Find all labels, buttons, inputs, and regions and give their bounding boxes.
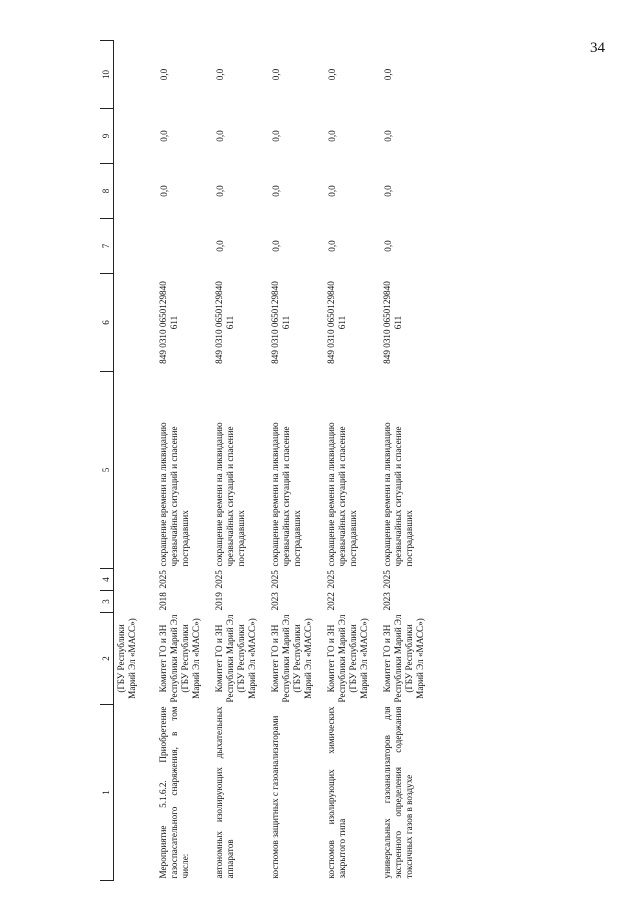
start-year-cell: 2019 bbox=[214, 592, 224, 611]
table-row bbox=[268, 41, 324, 881]
budget-code-cell: 849 0310 0650129840 611 bbox=[326, 281, 347, 364]
value-cell-7: 0,0 bbox=[327, 240, 337, 252]
result-cell: сокращение времени на ликвидацию чрезвычайных ситуаций и спасение пострадавших bbox=[270, 422, 302, 567]
value-cell-10: 0,0 bbox=[215, 68, 225, 81]
value-cell-7: 0,0 bbox=[383, 240, 393, 252]
value-cell-10: 0,0 bbox=[327, 68, 337, 81]
col-header: 8 bbox=[100, 164, 114, 219]
executor-cell: Комитет ГО и ЗН Республики Марий Эл (ГБУ Республики Марий Эл «МАСС») bbox=[158, 614, 201, 703]
table-row bbox=[380, 41, 436, 881]
executor-cell: Комитет ГО и ЗН Республики Марий Эл (ГБУ Республики Марий Эл «МАСС») bbox=[270, 614, 313, 703]
table-row bbox=[324, 41, 380, 881]
executor-cell: Комитет ГО и ЗН Республики Марий Эл (ГБУ Республики Марий Эл «МАСС») bbox=[214, 614, 257, 703]
budget-code-cell: 849 0310 0650129840 611 bbox=[158, 281, 179, 364]
continuation-row bbox=[114, 41, 157, 881]
col-header: 2 bbox=[100, 613, 114, 705]
col-header: 3 bbox=[100, 591, 114, 613]
executor-cell: Комитет ГО и ЗН Республики Марий Эл (ГБУ Республики Марий Эл «МАСС») bbox=[382, 614, 425, 703]
page-number: 34 bbox=[590, 40, 605, 56]
value-cell-9: 0,0 bbox=[383, 130, 393, 142]
start-year-cell: 2018 bbox=[158, 592, 168, 611]
value-cell-10: 0,0 bbox=[383, 68, 393, 81]
measure-name-cell: автономных изолирующих дыхательных аппаратов bbox=[214, 706, 235, 879]
table-row bbox=[156, 41, 212, 881]
col-header: 6 bbox=[100, 274, 114, 372]
value-cell-9: 0,0 bbox=[327, 130, 337, 142]
value-cell-8: 0,0 bbox=[159, 185, 169, 197]
table-cell bbox=[114, 705, 157, 881]
value-cell-10: 0,0 bbox=[159, 68, 169, 81]
value-cell-7: 0,0 bbox=[215, 240, 225, 252]
rotated-table-container bbox=[100, 41, 615, 881]
col-header: 5 bbox=[100, 372, 114, 569]
measure-name-cell: Мероприятие 5.1.6.2. Приобретение газоспасательного снаряжения, в том числе: bbox=[158, 706, 190, 879]
result-cell: сокращение времени на ликвидацию чрезвычайных ситуаций и спасение пострадавших bbox=[382, 422, 414, 567]
col-header: 9 bbox=[100, 109, 114, 164]
value-cell-8: 0,0 bbox=[383, 185, 393, 197]
end-year-cell: 2025 bbox=[214, 570, 224, 589]
executor-cell: (ГБУ Республики Марий Эл «МАСС») bbox=[116, 618, 137, 699]
measure-name-cell: костюмов защитных с газоанализаторами bbox=[270, 715, 280, 879]
end-year-cell: 2025 bbox=[326, 570, 336, 589]
end-year-cell: 2025 bbox=[158, 570, 168, 589]
value-cell-9: 0,0 bbox=[271, 130, 281, 142]
col-header: 4 bbox=[100, 569, 114, 591]
start-year-cell: 2023 bbox=[382, 592, 392, 611]
col-header: 7 bbox=[100, 219, 114, 274]
header-row bbox=[100, 41, 114, 881]
measure-name-cell: костюмов изолирующих химических закрытого типа bbox=[326, 706, 347, 879]
executor-cell: Комитет ГО и ЗН Республики Марий Эл (ГБУ Республики Марий Эл «МАСС») bbox=[326, 614, 369, 703]
start-year-cell: 2022 bbox=[326, 592, 336, 611]
budget-code-cell: 849 0310 0650129840 611 bbox=[270, 281, 291, 364]
value-cell-10: 0,0 bbox=[271, 68, 281, 81]
result-cell: сокращение времени на ликвидацию чрезвычайных ситуаций и спасение пострадавших bbox=[214, 422, 246, 567]
program-table bbox=[100, 40, 436, 881]
value-cell-8: 0,0 bbox=[271, 185, 281, 197]
value-cell-7 bbox=[156, 219, 212, 274]
value-cell-8: 0,0 bbox=[215, 185, 225, 197]
budget-code-cell: 849 0310 0650129840 611 bbox=[382, 281, 403, 364]
end-year-cell: 2025 bbox=[382, 570, 392, 589]
value-cell-8: 0,0 bbox=[327, 185, 337, 197]
value-cell-9: 0,0 bbox=[159, 130, 169, 142]
col-header: 1 bbox=[100, 705, 114, 881]
start-year-cell: 2023 bbox=[270, 592, 280, 611]
budget-code-cell: 849 0310 0650129840 611 bbox=[214, 281, 235, 364]
end-year-cell: 2025 bbox=[270, 570, 280, 589]
table-row bbox=[212, 41, 268, 881]
result-cell: сокращение времени на ликвидацию чрезвычайных ситуаций и спасение пострадавших bbox=[158, 422, 190, 567]
value-cell-9: 0,0 bbox=[215, 130, 225, 142]
col-header: 10 bbox=[100, 41, 114, 109]
result-cell: сокращение времени на ликвидацию чрезвычайных ситуаций и спасение пострадавших bbox=[326, 422, 358, 567]
value-cell-7: 0,0 bbox=[271, 240, 281, 252]
measure-name-cell: универсальных газоанализаторов для экстренного определения содержания токсичных газов в воздухе bbox=[382, 706, 414, 879]
